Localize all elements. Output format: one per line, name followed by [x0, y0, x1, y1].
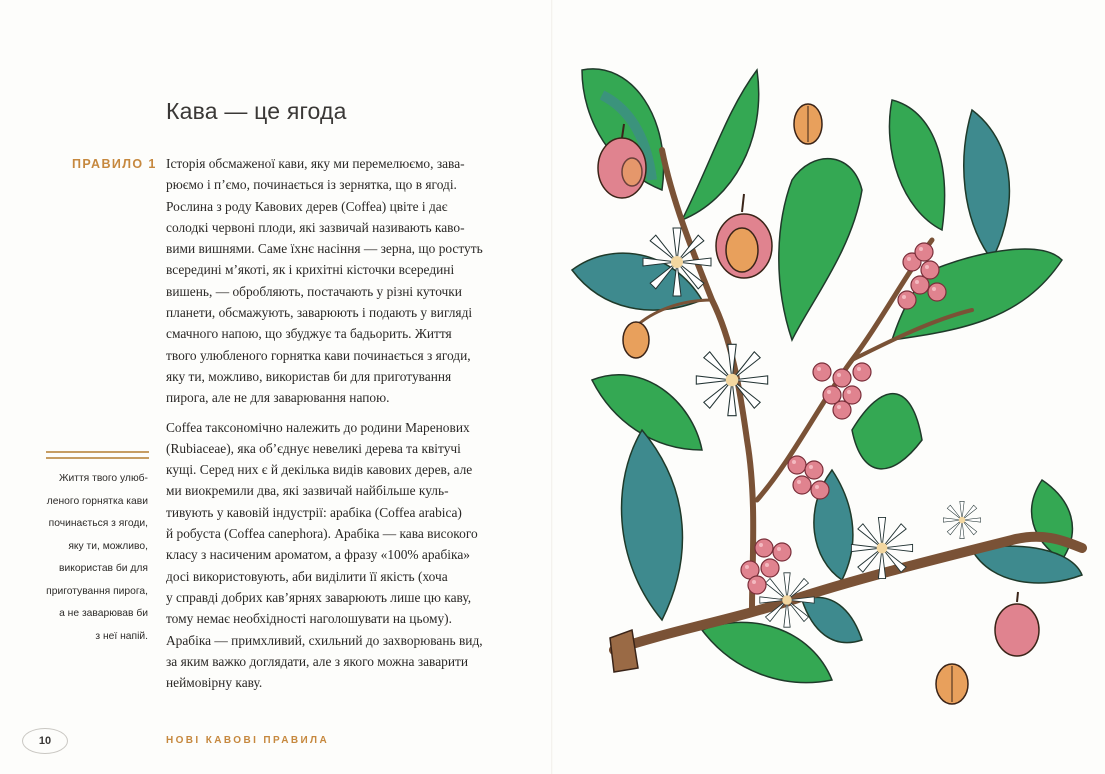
- text-line: твого улюбленого горнятка кави починається з ягоди,: [166, 347, 471, 363]
- page-title: Кава — це ягода: [166, 98, 347, 124]
- text-line: класу з насиченим ароматом, а фразу «100% арабіка»: [166, 547, 470, 563]
- text-line: за яким важко доглядати, але з якого можна заварити: [166, 653, 469, 669]
- text-line: вишень, — обробляють, постачають у різні куточки: [166, 283, 462, 299]
- quote-line: використав би для: [59, 563, 148, 574]
- text-line: у справді добрих кав’ярнях заварюють лише цю каву,: [166, 589, 472, 605]
- coffee-branch-illustration: [552, 0, 1105, 774]
- text-line: Історія обсмаженої кави, яку ми перемелюємо, зава-: [166, 156, 465, 171]
- running-head: НОВІ КАВОВІ ПРАВИЛА: [166, 735, 330, 746]
- right-page: [552, 0, 1105, 774]
- paragraph-2: [166, 417, 496, 694]
- paragraph-1: [166, 153, 496, 409]
- body-text: [166, 153, 496, 701]
- sidebar-quote: [40, 468, 148, 648]
- text-line: Рослина з роду Кавових дерев (Coffea) цвіте і дає: [166, 198, 448, 214]
- text-line: ми виокремили два, які зазвичай найбільше куль-: [166, 483, 449, 499]
- left-page: [0, 0, 552, 774]
- text-line: тивують у кавовій індустрії: арабіка (Coffea arabica): [166, 504, 462, 520]
- text-line: Coffea таксономічно належить до родини Маренових: [166, 419, 470, 435]
- text-line: кущі. Серед них є й декілька видів кавових дерев, але: [166, 462, 473, 478]
- text-line: пирога, але не для заварювання напою.: [166, 390, 390, 406]
- quote-line: з неї напій.: [95, 630, 148, 642]
- quote-line: яку ти, можливо,: [68, 540, 148, 552]
- rule-label: ПРАВИЛО 1: [72, 157, 157, 171]
- text-line: Арабіка — примхливий, схильний до захворювань вид,: [166, 632, 483, 648]
- quote-line: починається з ягоди,: [48, 518, 148, 529]
- text-line: й робуста (Coffea canephora). Арабіка — кава високого: [166, 526, 478, 542]
- text-line: неймовірну каву.: [166, 675, 263, 691]
- branch-stump-icon: [610, 630, 638, 672]
- quote-line: леного горнятка кави: [46, 495, 148, 507]
- text-line: рюємо і п’ємо, починається із зернятка, що в ягоді.: [166, 177, 457, 193]
- text-line: смачного напою, що збуджує та бадьорить. Життя: [166, 326, 452, 342]
- text-line: яку ти, можливо, використав би для приготування: [166, 368, 452, 384]
- quote-line: а не заварював би: [59, 608, 148, 619]
- text-line: досі використовують, аби виділити її якість (хоча: [166, 568, 448, 584]
- quote-line: приготування пирога,: [46, 585, 148, 597]
- text-line: вими вишнями. Саме їхнє насіння — зерна, що ростуть: [166, 241, 483, 257]
- text-line: (Rubiaceae), яка об’єднує невеликі дерева та квітучі: [166, 440, 461, 456]
- text-line: солодкі червоні плоди, які зазвичай називають каво-: [166, 219, 465, 235]
- quote-line: Життя твого улюб-: [58, 473, 148, 484]
- text-line: всередині м’якоті, як і крихітні кісточки всередині: [166, 262, 455, 278]
- text-line: планети, обсмажують, заварюють і подають у вигляді: [166, 305, 473, 321]
- page-number: 10: [22, 728, 68, 754]
- sidebar-divider: [46, 451, 149, 463]
- text-line: тому немає необхідності наголошувати на цьому).: [166, 611, 452, 627]
